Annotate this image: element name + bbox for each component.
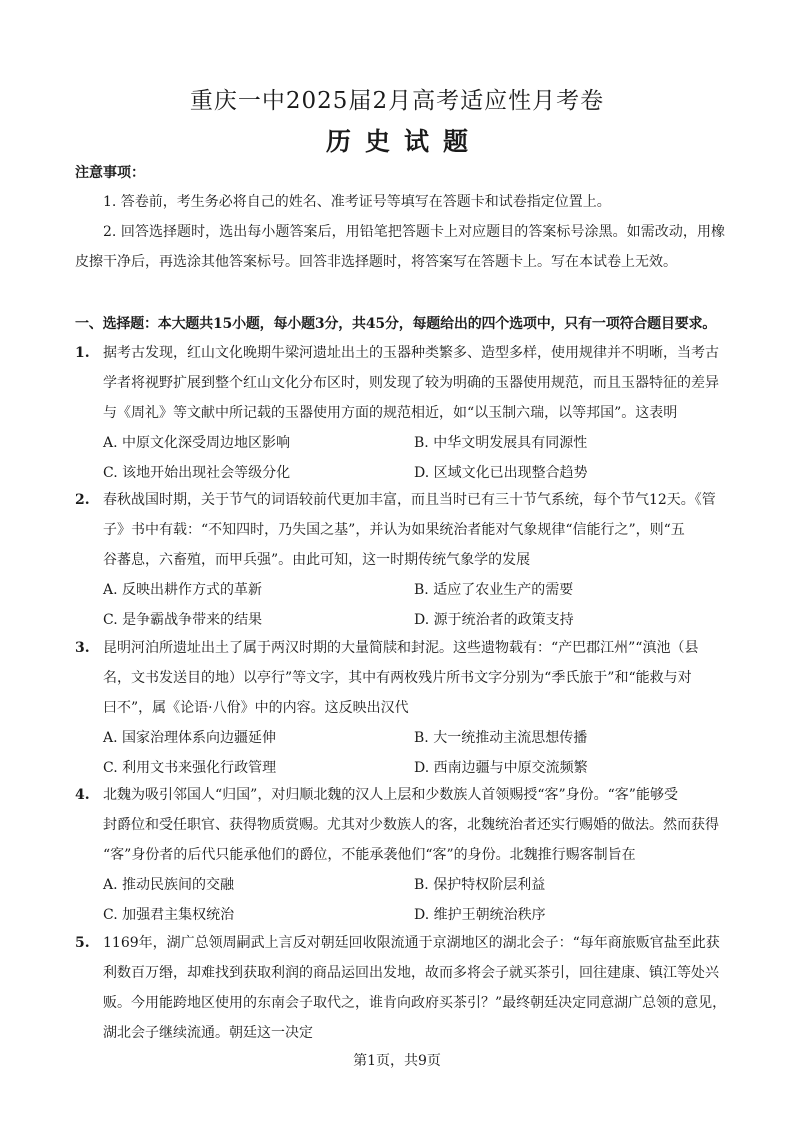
- question-number: 2.: [75, 492, 90, 508]
- question-5: [75, 928, 725, 1048]
- stem-line: “客”身份者的后代只能承他们的爵位，不能承袭他们“客”的身份。北魏推行赐客制旨在: [103, 847, 636, 863]
- option-d: D. 区域文化已出现整合趋势: [414, 465, 588, 481]
- question-stem: [103, 338, 725, 428]
- options: [103, 428, 725, 488]
- stem-line: 曰不”，属《论语·八佾》中的内容。这反映出汉代: [103, 700, 409, 716]
- question-3: [75, 633, 725, 783]
- stem-line: 1169年，湖广总领周嗣武上言反对朝廷回收限流通于京湖地区的湖北会子：“每年商旅贩官盐至此获: [103, 935, 720, 951]
- notice-heading: 注意事项：: [75, 165, 145, 181]
- stem-line: 封爵位和受任职官、获得物质赏赐。尤其对少数族人的客，北魏统治者还实行赐婚的做法。然而获得: [103, 817, 719, 833]
- option-d: D. 源于统治者的政策支持: [414, 612, 574, 628]
- question-stem: [103, 633, 725, 723]
- question-stem: [103, 780, 725, 870]
- question-stem: [103, 485, 725, 575]
- stem-line: 学者将视野扩展到整个红山文化分布区时，则发现了较为明确的玉器使用规范，而且玉器特征的差异: [103, 375, 719, 391]
- subject-title: 历史试题: [325, 127, 482, 156]
- question-2: [75, 485, 725, 635]
- stem-line: 名，文书发送目的地）以亭行”等文字，其中有两枚残片所书文字分别为“季氏旅于”和“能救与对: [103, 670, 692, 686]
- stem-line: 昆明河泊所遗址出土了属于两汉时期的大量简牍和封泥。这些遗物载有：“产巴郡江州”“滇池（县: [103, 640, 699, 656]
- option-d: D. 西南边疆与中原交流频繁: [414, 760, 588, 776]
- question-1: [75, 338, 725, 488]
- stem-line: 春秋战国时期，关于节气的词语较前代更加丰富，而且当时已有三十节气系统，每个节气12天。《管: [103, 492, 716, 508]
- section-heading: 一、选择题：本大题共15小题，每小题3分，共45分，每题给出的四个选项中，只有一项符合题目要求。: [75, 316, 717, 332]
- question-4: [75, 780, 725, 930]
- stem-line: 与《周礼》等文献中所记载的玉器使用方面的规范相近，如“以玉制六瑞，以等邦国”。这表明: [103, 405, 678, 421]
- page-number: 第1页，共9页: [353, 1053, 441, 1069]
- options: [103, 723, 725, 783]
- option-b: B. 中华文明发展具有同源性: [414, 435, 588, 451]
- question-number: 3.: [75, 640, 90, 656]
- stem-line: 湖北会子继续流通。朝廷这一决定: [103, 1025, 313, 1041]
- option-a: A. 反映出耕作方式的革新: [103, 582, 263, 598]
- option-a: A. 推动民族间的交融: [103, 877, 235, 893]
- option-b: B. 保护特权阶层利益: [414, 877, 546, 893]
- options: [103, 870, 725, 930]
- option-c: C. 加强君主集权统治: [103, 907, 235, 923]
- option-a: A. 国家治理体系向边疆延伸: [103, 730, 277, 746]
- option-c: C. 利用文书来强化行政管理: [103, 760, 277, 776]
- question-number: 4.: [75, 787, 90, 803]
- question-number: 1.: [75, 345, 90, 361]
- option-c: C. 是争霸战争带来的结果: [103, 612, 263, 628]
- stem-line: 据考古发现，红山文化晚期牛梁河遗址出土的玉器种类繁多、造型多样，使用规律并不明晰，当考古: [103, 345, 719, 361]
- notice-item-2: 2. 回答选择题时，选出每小题答案后，用铅笔把答题卡上对应题目的答案标号涂黑。如需改动，用橡皮擦干净后，再选涂其他答案标号。回答非选择题时，将答案写在答题卡上。写在本试卷上无效。: [75, 224, 725, 270]
- option-b: B. 适应了农业生产的需要: [414, 582, 574, 598]
- question-number: 5.: [75, 935, 90, 951]
- question-stem: [103, 928, 725, 1048]
- options: [103, 575, 725, 635]
- exam-title: 重庆一中2025届2月高考适应性月考卷: [189, 88, 605, 114]
- stem-line: 谷蕃息，六畜殖，而甲兵强”。由此可知，这一时期传统气象学的发展: [103, 552, 531, 568]
- stem-line: 北魏为吸引邻国人“归国”，对归顺北魏的汉人上层和少数族人首领赐授“客”身份。“客”能够受: [103, 787, 678, 803]
- option-c: C. 该地开始出现社会等级分化: [103, 465, 291, 481]
- stem-line: 子》书中有载：“不知四时，乃失国之基”，并认为如果统治者能对气象规律“信能行之”，则“五: [103, 522, 685, 538]
- notice-item-1: 1. 答卷前，考生务必将自己的姓名、准考证号等填写在答题卡和试卷指定位置上。: [103, 194, 611, 210]
- option-d: D. 维护王朝统治秩序: [414, 907, 546, 923]
- option-b: B. 大一统推动主流思想传播: [414, 730, 588, 746]
- stem-line: 利数百万缗，却难找到获取利润的商品运回出发地，故而多将会子就买茶引，回往建康、镇江等处兴: [103, 965, 719, 981]
- option-a: A. 中原文化深受周边地区影响: [103, 435, 291, 451]
- stem-line: 贩。今用能跨地区使用的东南会子取代之，谁肯向政府买茶引？”最终朝廷决定同意湖广总领的意见，: [103, 995, 727, 1011]
